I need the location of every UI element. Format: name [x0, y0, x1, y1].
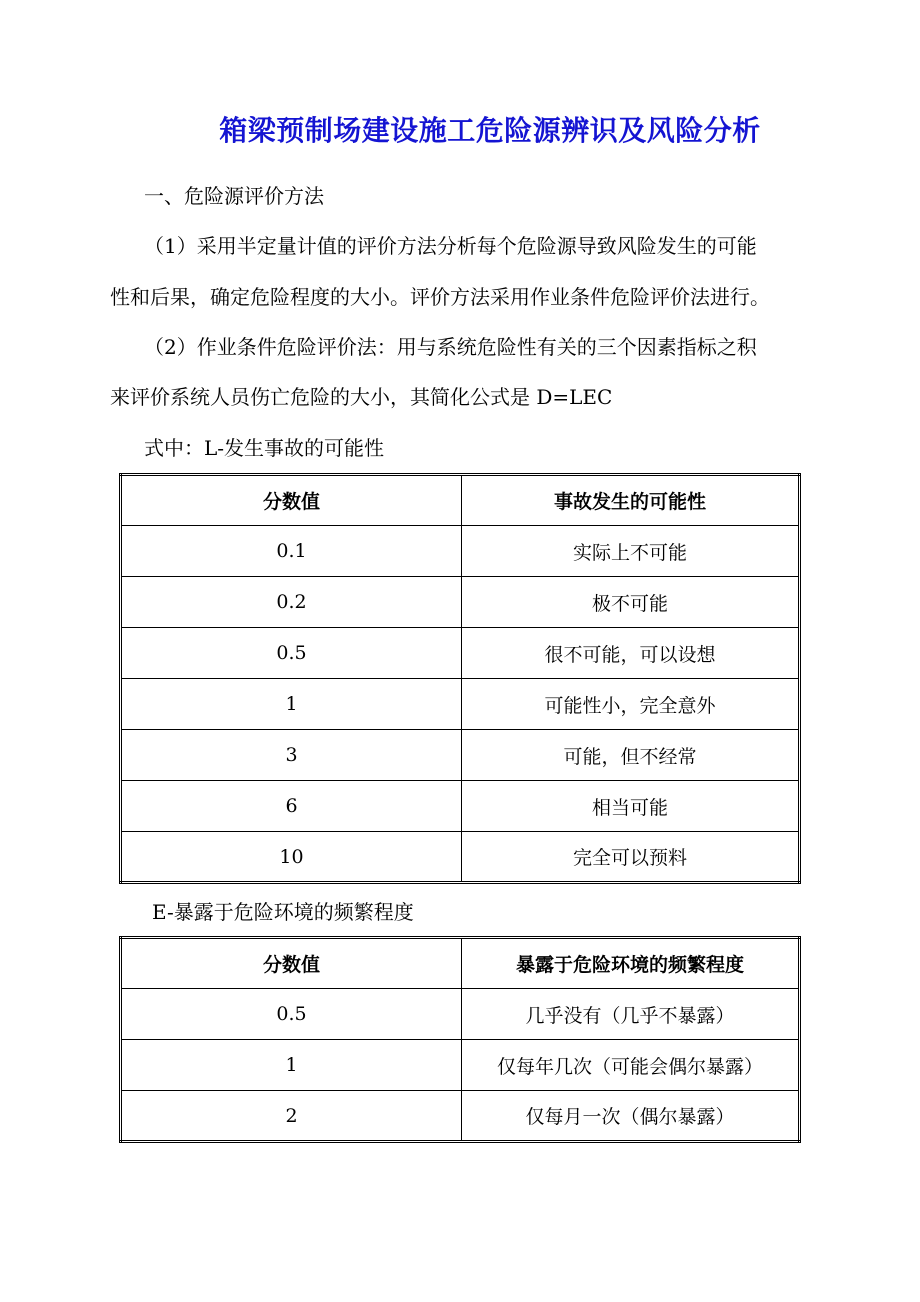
cell-score: 0.1 [121, 526, 462, 577]
cell-description: 可能性小，完全意外 [462, 679, 800, 730]
cell-score: 1 [121, 1040, 462, 1091]
cell-score: 1 [121, 679, 462, 730]
cell-score: 6 [121, 781, 462, 832]
cell-description: 可能，但不经常 [462, 730, 800, 781]
paragraph-2-line-1: （2）作业条件危险评价法：用与系统危险性有关的三个因素指标之积 [144, 335, 757, 359]
cell-score: 10 [121, 832, 462, 883]
table-row [121, 781, 800, 832]
table-row [121, 577, 800, 628]
cell-description: 实际上不可能 [462, 526, 800, 577]
section-heading: 一、危险源评价方法 [144, 184, 324, 208]
table-row [121, 989, 800, 1040]
exposure-table [119, 936, 801, 1143]
page-title: 箱梁预制场建设施工危险源辨识及风险分析 [219, 114, 761, 147]
table-header-row [121, 938, 800, 989]
cell-score: 0.5 [121, 989, 462, 1040]
table-row [121, 526, 800, 577]
paragraph-2-line-2: 来评价系统人员伤亡危险的大小，其简化公式是 D=LEC [110, 385, 613, 409]
cell-description: 完全可以预料 [462, 832, 800, 883]
formula-l-label: 式中：L-发生事故的可能性 [144, 436, 385, 460]
header-likelihood: 事故发生的可能性 [462, 475, 800, 526]
table-row [121, 1040, 800, 1091]
table-row [121, 1091, 800, 1142]
cell-description: 极不可能 [462, 577, 800, 628]
cell-description: 仅每年几次（可能会偶尔暴露） [462, 1040, 800, 1091]
paragraph-1-line-1: （1）采用半定量计值的评价方法分析每个危险源导致风险发生的可能 [144, 234, 757, 258]
cell-description: 相当可能 [462, 781, 800, 832]
paragraph-1-line-2: 性和后果，确定危险程度的大小。评价方法采用作业条件危险评价法进行。 [110, 285, 770, 309]
header-score: 分数值 [121, 475, 462, 526]
cell-score: 0.5 [121, 628, 462, 679]
table-row [121, 628, 800, 679]
header-score: 分数值 [121, 938, 462, 989]
formula-e-label: E-暴露于危险环境的频繁程度 [152, 900, 414, 924]
table-row [121, 832, 800, 883]
cell-description: 很不可能，可以设想 [462, 628, 800, 679]
table-header-row [121, 475, 800, 526]
cell-score: 2 [121, 1091, 462, 1142]
cell-description: 仅每月一次（偶尔暴露） [462, 1091, 800, 1142]
table-row [121, 679, 800, 730]
cell-score: 3 [121, 730, 462, 781]
likelihood-table [119, 473, 801, 884]
cell-description: 几乎没有（几乎不暴露） [462, 989, 800, 1040]
header-exposure: 暴露于危险环境的频繁程度 [462, 938, 800, 989]
table-row [121, 730, 800, 781]
cell-score: 0.2 [121, 577, 462, 628]
